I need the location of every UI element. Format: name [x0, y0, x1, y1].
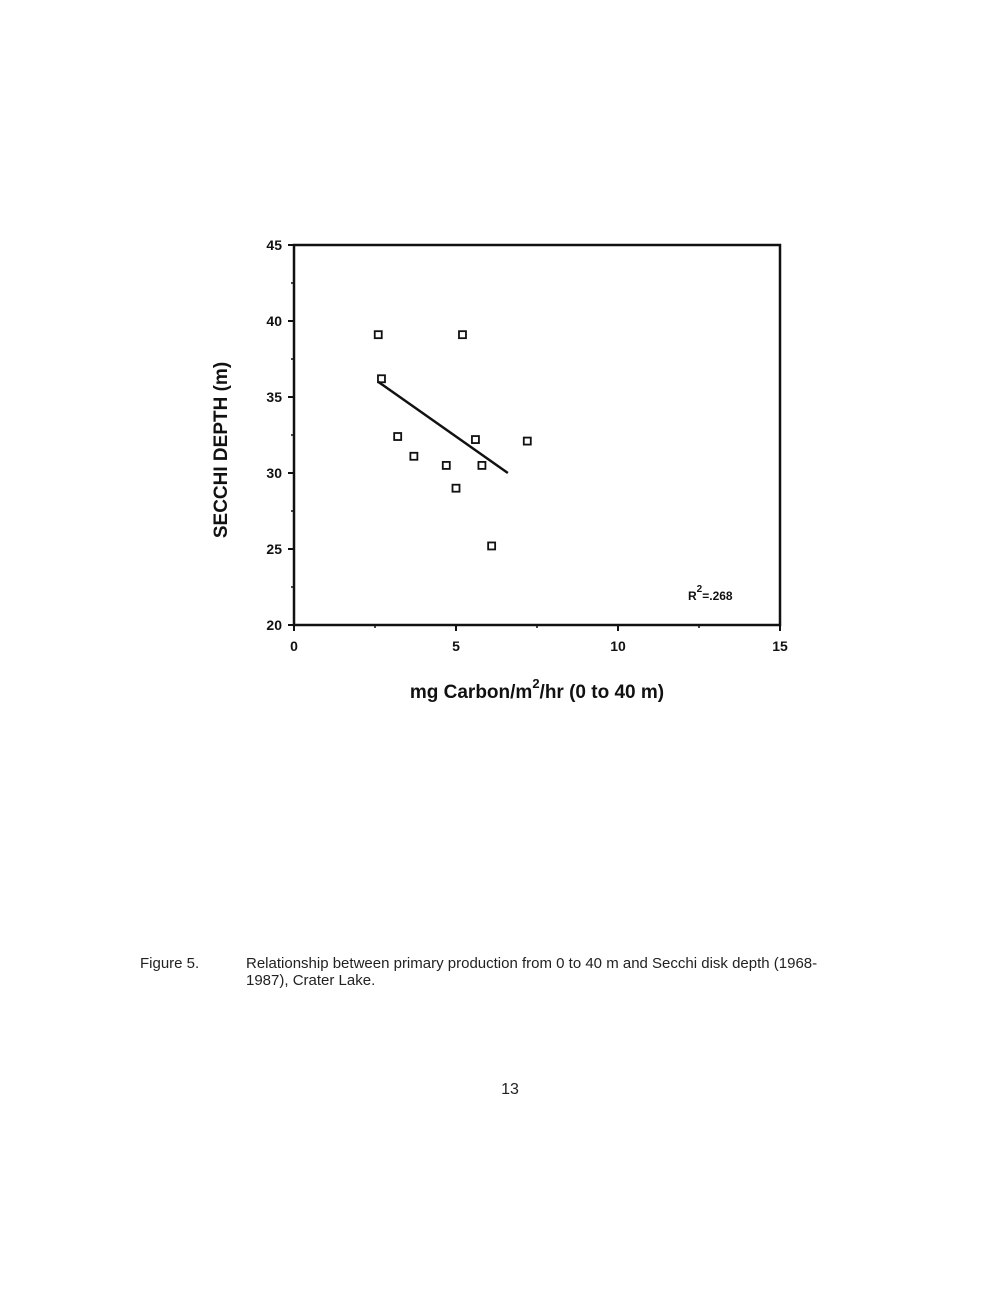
- x-axis-title-rest: /hr (0 to 40 m): [539, 682, 665, 703]
- data-point: [443, 462, 450, 469]
- y-axis-title: SECCHI DEPTH (m): [211, 361, 232, 539]
- x-axis-title-superscript: 2: [532, 676, 540, 691]
- data-point: [472, 436, 479, 443]
- plot-frame: [294, 245, 780, 625]
- x-tick-label: 10: [610, 638, 626, 654]
- x-tick-label: 5: [452, 638, 460, 654]
- x-axis-title-main: mg Carbon/m: [409, 682, 533, 703]
- data-point: [453, 485, 460, 492]
- trend-line: [378, 382, 508, 473]
- y-tick-label: 35: [266, 389, 282, 405]
- data-point: [478, 462, 485, 469]
- x-tick-label: 15: [772, 638, 788, 654]
- y-tick-label: 30: [266, 465, 282, 481]
- data-point: [524, 438, 531, 445]
- data-point: [410, 453, 417, 460]
- page-number: 13: [501, 1081, 519, 1098]
- x-axis-title: [410, 676, 664, 703]
- r-squared-superscript: 2: [696, 584, 703, 595]
- x-tick-label: 0: [290, 638, 298, 654]
- data-point: [459, 331, 466, 338]
- r-squared-prefix: R: [688, 589, 697, 603]
- caption-label: Figure 5.: [140, 955, 200, 972]
- y-tick-label: 20: [266, 617, 282, 633]
- y-tick-label: 25: [266, 541, 282, 557]
- data-point: [488, 542, 495, 549]
- y-tick-label: 40: [266, 313, 282, 329]
- data-point: [375, 331, 382, 338]
- caption-text: Relationship between primary production from 0 to 40 m and Secchi disk depth (1968-1987), Crater Lake.: [246, 955, 818, 989]
- y-tick-label: 45: [266, 237, 282, 253]
- r-squared-annotation: [688, 584, 733, 603]
- r-squared-value: =.268: [702, 589, 733, 603]
- data-point: [394, 433, 401, 440]
